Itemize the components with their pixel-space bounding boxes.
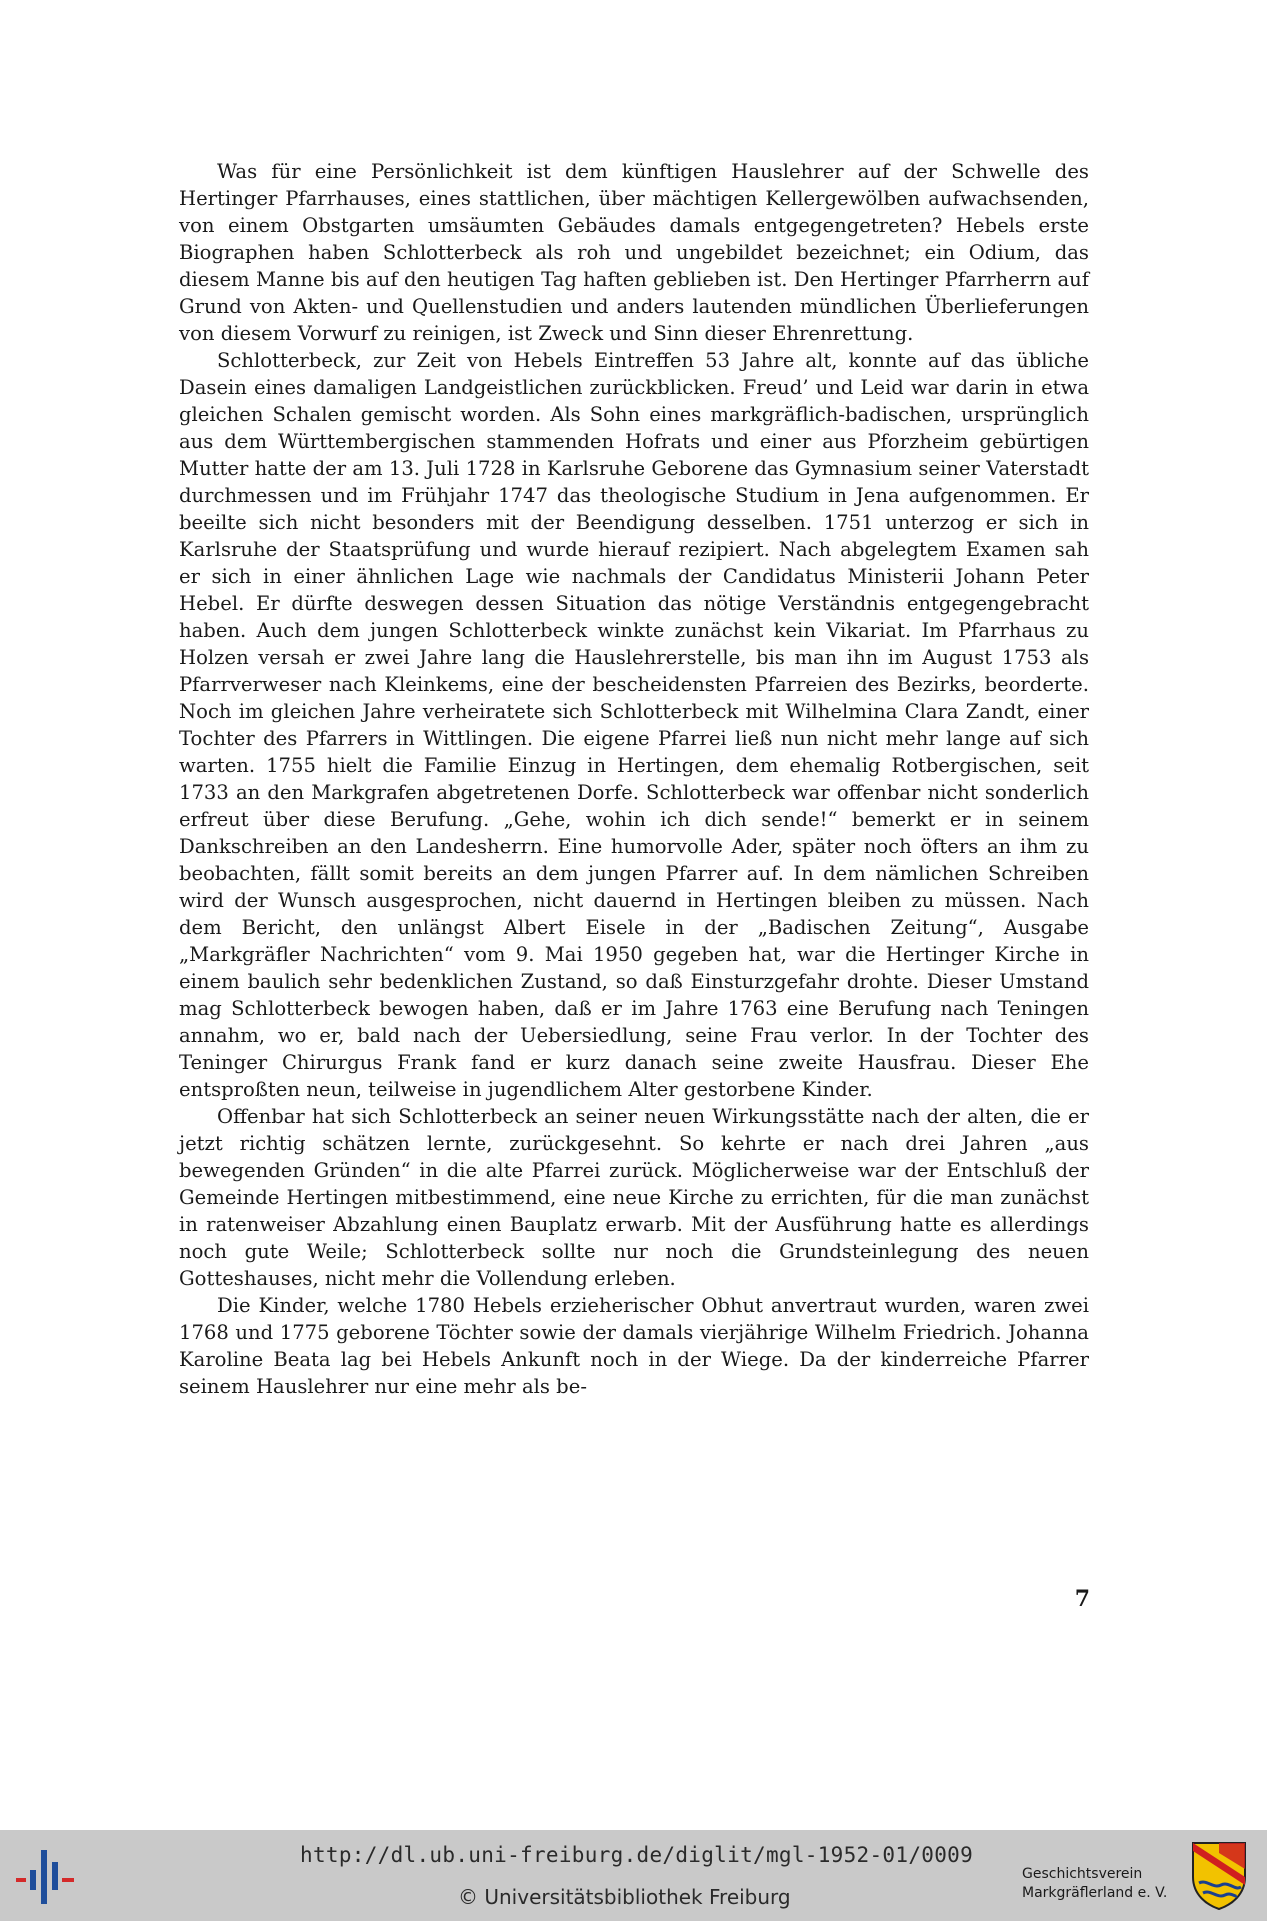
footer-bar: [0, 1830, 1267, 1921]
body-text: [179, 158, 1089, 1400]
page-number: 7: [1074, 1586, 1090, 1612]
coat-of-arms-icon[interactable]: [1189, 1839, 1249, 1911]
paragraph: Schlotterbeck, zur Zeit von Hebels Eintreffen 53 Jahre alt, konnte auf das übliche Dasein eines damaligen Landgeistlichen zurückblicken. Freud’ und Leid war darin in etwa gleichen Schalen gemischt worden. Als Sohn eines markgräflich-badischen, ursprünglich aus dem Württembergischen stammenden Hofrats und einer aus Pforzheim gebürtigen Mutter hatte der am 13. Juli 1728 in Karlsruhe Geborene das Gymnasium seiner Vaterstadt durchmessen und im Frühjahr 1747 das theologische Studium in Jena aufgenommen. Er beeilte sich nicht besonders mit der Beendigung desselben. 1751 unterzog er sich in Karlsruhe der Staatsprüfung und wurde hierauf rezipiert. Nach abgelegtem Examen sah er sich in einer ähnlichen Lage wie nachmals der Candidatus Ministerii Johann Peter Hebel. Er dürfte deswegen dessen Situation das nötige Verständnis entgegengebracht haben. Auch dem jungen Schlotterbeck winkte zunächst kein Vikariat. Im Pfarrhaus zu Holzen versah er zwei Jahre lang die Hauslehrerstelle, bis man ihn im August 1753 als Pfarrverweser nach Kleinkems, eine der bescheidensten Pfarreien des Bezirks, beorderte. Noch im gleichen Jahre verheiratete sich Schlotterbeck mit Wilhelmina Clara Zandt, einer Tochter des Pfarrers in Wittlingen. Die eigene Pfarrei ließ nun nicht mehr lange auf sich warten. 1755 hielt die Familie Einzug in Hertingen, dem ehemalig Rotbergischen, seit 1733 an den Markgrafen abgetretenen Dorfe. Schlotterbeck war offenbar nicht sonderlich erfreut über diese Berufung. „Gehe, wohin ich dich sende!“ bemerkt er in seinem Dankschreiben an den Landesherrn. Eine humorvolle Ader, später noch öfters an ihm zu beobachten, fällt somit bereits an dem jungen Pfarrer auf. In dem nämlichen Schreiben wird der Wunsch ausgesprochen, nicht dauernd in Hertingen bleiben zu müssen. Nach dem Bericht, den unlängst Albert Eisele in der „Badischen Zeitung“, Ausgabe „Markgräfler Nachrichten“ vom 9. Mai 1950 gegeben hat, war die Hertinger Kirche in einem baulich sehr bedenklichen Zustand, so daß Einsturzgefahr drohte. Dieser Umstand mag Schlotterbeck bewogen haben, daß er im Jahre 1763 eine Berufung nach Teningen annahm, wo er, bald nach der Uebersiedlung, seine Frau verlor. In der Tochter des Teninger Chirurgus Frank fand er kurz danach seine zweite Hausfrau. Dieser Ehe entsproßten neun, teilweise in jugendlichem Alter gestorbene Kinder.: [179, 349, 1089, 1101]
copyright-notice: © Universitätsbibliothek Freiburg: [458, 1885, 791, 1909]
paragraph: Offenbar hat sich Schlotterbeck an seiner neuen Wirkungsstätte nach der alten, die er jetzt richtig schätzen lernte, zurückgesehnt. So kehrte er nach drei Jahren „aus bewegenden Gründen“ in die alte Pfarrei zurück. Möglicherweise war der Entschluß der Gemeinde Hertingen mitbestimmend, eine neue Kirche zu errichten, für die man zunächst in ratenweiser Abzahlung einen Bauplatz erwarb. Mit der Ausführung hatte es allerdings noch gute Weile; Schlotterbeck sollte nur noch die Grundsteinlegung des neuen Gotteshauses, nicht mehr die Vollendung erleben.: [179, 1105, 1089, 1290]
society-name: [1022, 1865, 1192, 1903]
society-name-line2: Markgräflerland e. V.: [1022, 1885, 1168, 1901]
ub-freiburg-logo-icon[interactable]: [14, 1848, 78, 1906]
permalink-url[interactable]: http://dl.ub.uni-freiburg.de/diglit/mgl-1952-01/0009: [300, 1843, 974, 1867]
paragraph: Was für eine Persönlichkeit ist dem künftigen Hauslehrer auf der Schwelle des Hertinger Pfarrhauses, eines stattlichen, über mächtigen Kellergewölben aufwachsenden, von einem Obstgarten umsäumten Gebäudes damals entgegengetreten? Hebels erste Biographen haben Schlotterbeck als roh und ungebildet bezeichnet; ein Odium, das diesem Manne bis auf den heutigen Tag haften geblieben ist. Den Hertinger Pfarrherrn auf Grund von Akten- und Quellenstudien und anders lautenden mündlichen Überlieferungen von diesem Vorwurf zu reinigen, ist Zweck und Sinn dieser Ehrenrettung.: [179, 160, 1089, 345]
society-name-line1: Geschichtsverein: [1022, 1866, 1143, 1882]
paragraph: Die Kinder, welche 1780 Hebels erzieherischer Obhut anvertraut wurden, waren zwei 1768 und 1775 geborene Töchter sowie der damals vierjährige Wilhelm Friedrich. Johanna Karoline Beata lag bei Hebels Ankunft noch in der Wiege. Da der kinderreiche Pfarrer seinem Hauslehrer nur eine mehr als be-: [179, 1294, 1089, 1398]
